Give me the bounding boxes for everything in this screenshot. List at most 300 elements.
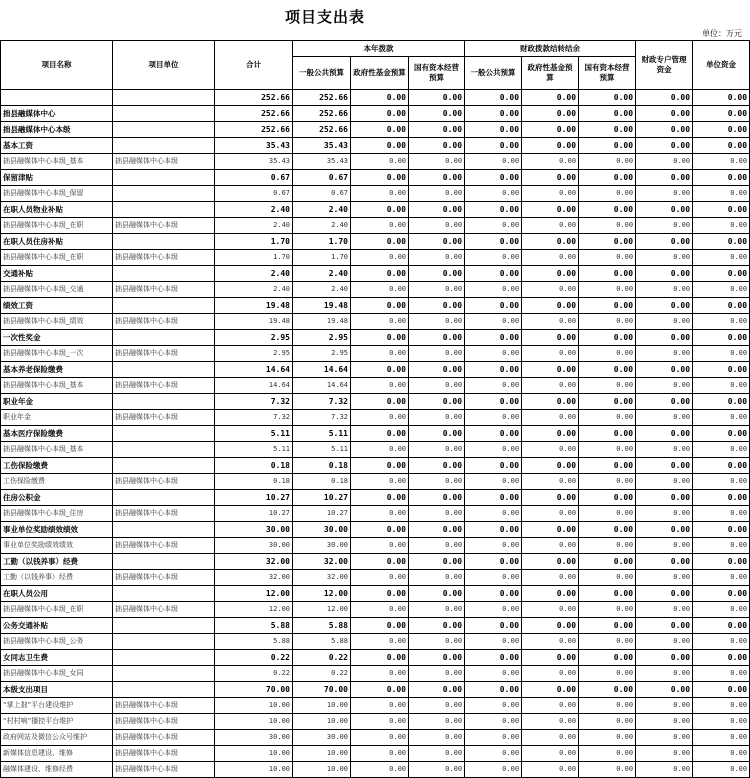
cell-g1-capital: 0.00 [409,250,465,266]
cell-g1-capital: 0.00 [409,138,465,154]
cell-name: 工勤（以钱养事）经费 [1,570,113,586]
cell-name: 工伤保险缴费 [1,474,113,490]
cell-total: 0.22 [215,666,293,682]
cell-special: 0.00 [636,522,693,538]
cell-g1-general: 2.95 [293,346,351,362]
cell-g1-general: 30.00 [293,730,351,746]
cell-g2-general: 0.00 [465,714,522,730]
cell-g1-general: 1.70 [293,250,351,266]
header-g2-fund: 政府性基金预算 [522,57,579,90]
cell-g2-fund: 0.00 [522,122,579,138]
cell-total: 252.66 [215,106,293,122]
cell-special: 0.00 [636,394,693,410]
cell-g2-capital: 0.00 [579,378,636,394]
table-row [1,442,750,458]
cell-name: 保留津贴 [1,170,113,186]
cell-unitfund: 0.00 [693,730,750,746]
cell-org [113,666,215,682]
cell-total: 0.18 [215,474,293,490]
cell-unitfund: 0.00 [693,602,750,618]
cell-g1-general: 30.00 [293,538,351,554]
table-row [1,426,750,442]
cell-org [113,330,215,346]
cell-special: 0.00 [636,442,693,458]
cell-name: 拙县融媒体中心 [1,106,113,122]
cell-special: 0.00 [636,298,693,314]
cell-name: 拙县融媒体中心本级_一次 [1,346,113,362]
cell-g1-capital: 0.00 [409,90,465,106]
cell-g2-fund: 0.00 [522,458,579,474]
cell-unitfund: 0.00 [693,250,750,266]
cell-g2-capital: 0.00 [579,442,636,458]
cell-unitfund: 0.00 [693,218,750,234]
header-org: 项目单位 [113,41,215,90]
cell-g1-fund: 0.00 [351,650,409,666]
cell-g1-general: 10.27 [293,490,351,506]
cell-g2-fund: 0.00 [522,442,579,458]
cell-org [113,490,215,506]
cell-org: 拙县融媒体中心本级 [113,602,215,618]
cell-special: 0.00 [636,186,693,202]
header-group-current: 本年拨款 [293,41,465,57]
cell-unitfund: 0.00 [693,186,750,202]
cell-org: 拙县融媒体中心本级 [113,746,215,762]
table-row [1,650,750,666]
cell-name: 公务交通补贴 [1,618,113,634]
cell-unitfund: 0.00 [693,378,750,394]
header-group-carryover: 财政拨款结转结余 [465,41,636,57]
cell-g2-general: 0.00 [465,666,522,682]
cell-g1-general: 5.11 [293,442,351,458]
cell-org [113,394,215,410]
cell-name: 拙县融媒体中心本级_基本 [1,154,113,170]
cell-g1-general: 0.67 [293,186,351,202]
cell-name: 拙县融媒体中心本级_基本 [1,442,113,458]
cell-g1-capital: 0.00 [409,202,465,218]
cell-org [113,682,215,698]
cell-g2-capital: 0.00 [579,90,636,106]
cell-special: 0.00 [636,378,693,394]
cell-g2-fund: 0.00 [522,682,579,698]
cell-g1-capital: 0.00 [409,330,465,346]
cell-g2-capital: 0.00 [579,410,636,426]
cell-special: 0.00 [636,106,693,122]
cell-g1-general: 32.00 [293,554,351,570]
cell-g2-fund: 0.00 [522,698,579,714]
cell-g2-general: 0.00 [465,522,522,538]
table-row [1,330,750,346]
cell-total: 14.64 [215,378,293,394]
cell-special: 0.00 [636,714,693,730]
cell-g2-capital: 0.00 [579,346,636,362]
cell-g1-fund: 0.00 [351,698,409,714]
cell-g1-general: 2.95 [293,330,351,346]
cell-g2-fund: 0.00 [522,506,579,522]
cell-name: “掌上拙”平台建设维护 [1,698,113,714]
page-title: 项目支出表 [284,8,365,26]
cell-g2-general: 0.00 [465,602,522,618]
cell-total: 2.95 [215,346,293,362]
cell-g2-general: 0.00 [465,746,522,762]
cell-g1-fund: 0.00 [351,282,409,298]
cell-unitfund: 0.00 [693,490,750,506]
cell-g2-capital: 0.00 [579,506,636,522]
cell-g2-fund: 0.00 [522,202,579,218]
cell-unitfund: 0.00 [693,650,750,666]
cell-g2-fund: 0.00 [522,106,579,122]
cell-g1-fund: 0.00 [351,378,409,394]
cell-name: 工勤（以钱养事）经费 [1,554,113,570]
cell-org: 拙县融媒体中心本级 [113,410,215,426]
cell-g1-general: 10.27 [293,506,351,522]
cell-g1-general: 7.32 [293,410,351,426]
cell-g1-capital: 0.00 [409,554,465,570]
cell-unitfund: 0.00 [693,330,750,346]
cell-g2-general: 0.00 [465,266,522,282]
cell-total: 10.27 [215,490,293,506]
table-row [1,618,750,634]
cell-name: 职业年金 [1,394,113,410]
cell-unitfund: 0.00 [693,570,750,586]
cell-special: 0.00 [636,538,693,554]
cell-org [113,186,215,202]
cell-g2-capital: 0.00 [579,426,636,442]
cell-g1-general: 0.67 [293,170,351,186]
cell-unitfund: 0.00 [693,426,750,442]
cell-g2-general: 0.00 [465,202,522,218]
cell-g1-fund: 0.00 [351,570,409,586]
cell-g2-fund: 0.00 [522,474,579,490]
cell-g2-fund: 0.00 [522,394,579,410]
cell-g1-capital: 0.00 [409,362,465,378]
cell-g1-capital: 0.00 [409,442,465,458]
cell-total: 32.00 [215,554,293,570]
cell-g2-general: 0.00 [465,282,522,298]
cell-g1-fund: 0.00 [351,266,409,282]
cell-special: 0.00 [636,554,693,570]
cell-total: 30.00 [215,730,293,746]
cell-special: 0.00 [636,570,693,586]
cell-name: 一次性奖金 [1,330,113,346]
cell-g1-general: 10.00 [293,762,351,778]
cell-unitfund: 0.00 [693,234,750,250]
cell-g2-general: 0.00 [465,314,522,330]
table-row [1,602,750,618]
cell-g2-capital: 0.00 [579,474,636,490]
cell-g2-fund: 0.00 [522,634,579,650]
cell-unitfund: 0.00 [693,586,750,602]
cell-total: 10.27 [215,506,293,522]
cell-org [113,554,215,570]
table-row [1,346,750,362]
cell-g2-general: 0.00 [465,442,522,458]
cell-unitfund: 0.00 [693,362,750,378]
cell-total: 7.32 [215,410,293,426]
cell-special: 0.00 [636,426,693,442]
cell-g1-general: 32.00 [293,570,351,586]
cell-g1-capital: 0.00 [409,698,465,714]
cell-unitfund: 0.00 [693,346,750,362]
cell-org [113,362,215,378]
cell-g2-capital: 0.00 [579,282,636,298]
cell-unitfund: 0.00 [693,394,750,410]
cell-g1-general: 5.11 [293,426,351,442]
header-g2-general: 一般公共预算 [465,57,522,90]
cell-g2-capital: 0.00 [579,138,636,154]
cell-g1-fund: 0.00 [351,410,409,426]
cell-name: 拙县融媒体中心本级_交通 [1,282,113,298]
cell-g2-capital: 0.00 [579,634,636,650]
cell-name: 女同志卫生费 [1,650,113,666]
cell-g1-general: 1.70 [293,234,351,250]
cell-name: 拙县融媒体中心本级_女同 [1,666,113,682]
cell-name: 拙县融媒体中心本级_基本 [1,378,113,394]
table-row [1,762,750,778]
cell-g2-fund: 0.00 [522,554,579,570]
cell-unitfund: 0.00 [693,266,750,282]
cell-name: 事业单位奖励绩效绩效 [1,522,113,538]
cell-g2-fund: 0.00 [522,218,579,234]
cell-total: 2.40 [215,218,293,234]
table-row [1,682,750,698]
cell-g1-fund: 0.00 [351,154,409,170]
cell-g2-capital: 0.00 [579,250,636,266]
cell-g1-fund: 0.00 [351,618,409,634]
expenditure-table [0,40,750,778]
cell-g2-general: 0.00 [465,586,522,602]
cell-g1-general: 2.40 [293,218,351,234]
cell-g2-general: 0.00 [465,346,522,362]
cell-g2-general: 0.00 [465,554,522,570]
cell-name: 绩效工资 [1,298,113,314]
cell-total: 10.00 [215,714,293,730]
cell-g2-general: 0.00 [465,698,522,714]
table-row [1,154,750,170]
cell-g1-capital: 0.00 [409,730,465,746]
cell-g2-capital: 0.00 [579,714,636,730]
cell-special: 0.00 [636,122,693,138]
cell-name: 拙县融媒体中心本级_保留 [1,186,113,202]
cell-g2-fund: 0.00 [522,330,579,346]
cell-total: 70.00 [215,682,293,698]
cell-name: 新媒体信息建设、维修 [1,746,113,762]
cell-g2-general: 0.00 [465,474,522,490]
table-row [1,474,750,490]
cell-g1-general: 2.40 [293,202,351,218]
cell-total: 252.66 [215,122,293,138]
cell-g1-fund: 0.00 [351,218,409,234]
cell-g2-capital: 0.00 [579,682,636,698]
cell-g1-capital: 0.00 [409,298,465,314]
cell-g2-general: 0.00 [465,426,522,442]
table-row [1,410,750,426]
cell-unitfund: 0.00 [693,458,750,474]
cell-unitfund: 0.00 [693,698,750,714]
cell-g1-general: 252.66 [293,122,351,138]
cell-org: 拙县融媒体中心本级 [113,314,215,330]
cell-org: 拙县融媒体中心本级 [113,762,215,778]
cell-g1-capital: 0.00 [409,570,465,586]
table-row [1,298,750,314]
cell-total: 35.43 [215,138,293,154]
cell-g1-capital: 0.00 [409,394,465,410]
cell-g1-capital: 0.00 [409,154,465,170]
cell-total: 12.00 [215,602,293,618]
cell-name: 拙县融媒体中心本级_在职 [1,250,113,266]
cell-org: 拙县融媒体中心本级 [113,714,215,730]
table-row [1,186,750,202]
table-row [1,282,750,298]
cell-g1-fund: 0.00 [351,602,409,618]
cell-unitfund: 0.00 [693,714,750,730]
header-g1-capital: 国有资本经营预算 [409,57,465,90]
cell-total: 12.00 [215,586,293,602]
cell-special: 0.00 [636,634,693,650]
table-row [1,666,750,682]
cell-unitfund: 0.00 [693,506,750,522]
cell-g1-fund: 0.00 [351,362,409,378]
cell-g1-capital: 0.00 [409,522,465,538]
cell-g1-fund: 0.00 [351,554,409,570]
cell-org: 拙县融媒体中心本级 [113,474,215,490]
cell-g2-fund: 0.00 [522,650,579,666]
cell-g1-capital: 0.00 [409,746,465,762]
cell-g2-capital: 0.00 [579,554,636,570]
cell-total: 2.95 [215,330,293,346]
cell-total: 0.22 [215,650,293,666]
cell-g1-fund: 0.00 [351,330,409,346]
cell-special: 0.00 [636,202,693,218]
cell-g1-capital: 0.00 [409,762,465,778]
cell-g1-general: 14.64 [293,362,351,378]
cell-g2-capital: 0.00 [579,538,636,554]
cell-org [113,298,215,314]
cell-g2-capital: 0.00 [579,122,636,138]
cell-g1-general: 7.32 [293,394,351,410]
cell-g2-capital: 0.00 [579,234,636,250]
cell-org: 拙县融媒体中心本级 [113,282,215,298]
cell-g1-capital: 0.00 [409,234,465,250]
cell-g1-general: 19.48 [293,298,351,314]
header-special: 财政专户管理资金 [636,41,693,90]
cell-org [113,122,215,138]
cell-g1-capital: 0.00 [409,458,465,474]
cell-g1-fund: 0.00 [351,186,409,202]
cell-g1-fund: 0.00 [351,122,409,138]
cell-unitfund: 0.00 [693,634,750,650]
cell-unitfund: 0.00 [693,298,750,314]
cell-g1-fund: 0.00 [351,762,409,778]
cell-name: 在职人员住房补贴 [1,234,113,250]
cell-g2-fund: 0.00 [522,762,579,778]
table-row [1,106,750,122]
cell-special: 0.00 [636,682,693,698]
cell-g1-capital: 0.00 [409,218,465,234]
table-row [1,394,750,410]
cell-g1-fund: 0.00 [351,730,409,746]
cell-org: 拙县融媒体中心本级 [113,698,215,714]
table-row [1,378,750,394]
cell-org: 拙县融媒体中心本级 [113,506,215,522]
cell-org [113,266,215,282]
cell-g1-fund: 0.00 [351,170,409,186]
header-g1-fund: 政府性基金预算 [351,57,409,90]
cell-g2-general: 0.00 [465,218,522,234]
cell-g2-general: 0.00 [465,650,522,666]
cell-g1-fund: 0.00 [351,506,409,522]
cell-unitfund: 0.00 [693,618,750,634]
cell-g2-capital: 0.00 [579,202,636,218]
cell-g1-capital: 0.00 [409,410,465,426]
cell-g2-capital: 0.00 [579,650,636,666]
header-unitfund: 单位资金 [693,41,750,90]
cell-g2-general: 0.00 [465,682,522,698]
table-row [1,570,750,586]
cell-g1-general: 5.88 [293,618,351,634]
cell-total: 14.64 [215,362,293,378]
cell-g2-fund: 0.00 [522,362,579,378]
cell-g1-fund: 0.00 [351,138,409,154]
cell-total: 0.18 [215,458,293,474]
cell-g1-general: 0.18 [293,474,351,490]
cell-g2-general: 0.00 [465,154,522,170]
cell-special: 0.00 [636,474,693,490]
cell-g1-fund: 0.00 [351,458,409,474]
cell-org [113,618,215,634]
cell-total: 2.40 [215,202,293,218]
cell-org: 拙县融媒体中心本级 [113,730,215,746]
cell-total: 2.40 [215,282,293,298]
cell-unitfund: 0.00 [693,410,750,426]
cell-g2-general: 0.00 [465,186,522,202]
cell-special: 0.00 [636,90,693,106]
cell-total: 30.00 [215,538,293,554]
cell-special: 0.00 [636,458,693,474]
cell-name: 政府网站及微信公众号维护 [1,730,113,746]
cell-g2-fund: 0.00 [522,298,579,314]
cell-g2-general: 0.00 [465,762,522,778]
cell-unitfund: 0.00 [693,282,750,298]
header-total: 合计 [215,41,293,90]
cell-g1-fund: 0.00 [351,666,409,682]
cell-g1-capital: 0.00 [409,634,465,650]
cell-g2-fund: 0.00 [522,602,579,618]
cell-special: 0.00 [636,314,693,330]
table-row [1,634,750,650]
cell-g1-fund: 0.00 [351,314,409,330]
cell-special: 0.00 [636,618,693,634]
cell-g1-capital: 0.00 [409,602,465,618]
cell-g2-general: 0.00 [465,362,522,378]
header-g2-capital: 国有资本经营预算 [579,57,636,90]
cell-g2-fund: 0.00 [522,586,579,602]
cell-total: 0.67 [215,170,293,186]
cell-g2-fund: 0.00 [522,410,579,426]
table-row [1,250,750,266]
cell-total: 5.88 [215,618,293,634]
cell-g2-capital: 0.00 [579,266,636,282]
cell-g2-general: 0.00 [465,458,522,474]
table-row [1,698,750,714]
cell-g2-general: 0.00 [465,378,522,394]
cell-unitfund: 0.00 [693,442,750,458]
cell-g1-fund: 0.00 [351,298,409,314]
cell-unitfund: 0.00 [693,314,750,330]
cell-g2-capital: 0.00 [579,746,636,762]
cell-org [113,234,215,250]
cell-unitfund: 0.00 [693,682,750,698]
cell-g1-fund: 0.00 [351,394,409,410]
